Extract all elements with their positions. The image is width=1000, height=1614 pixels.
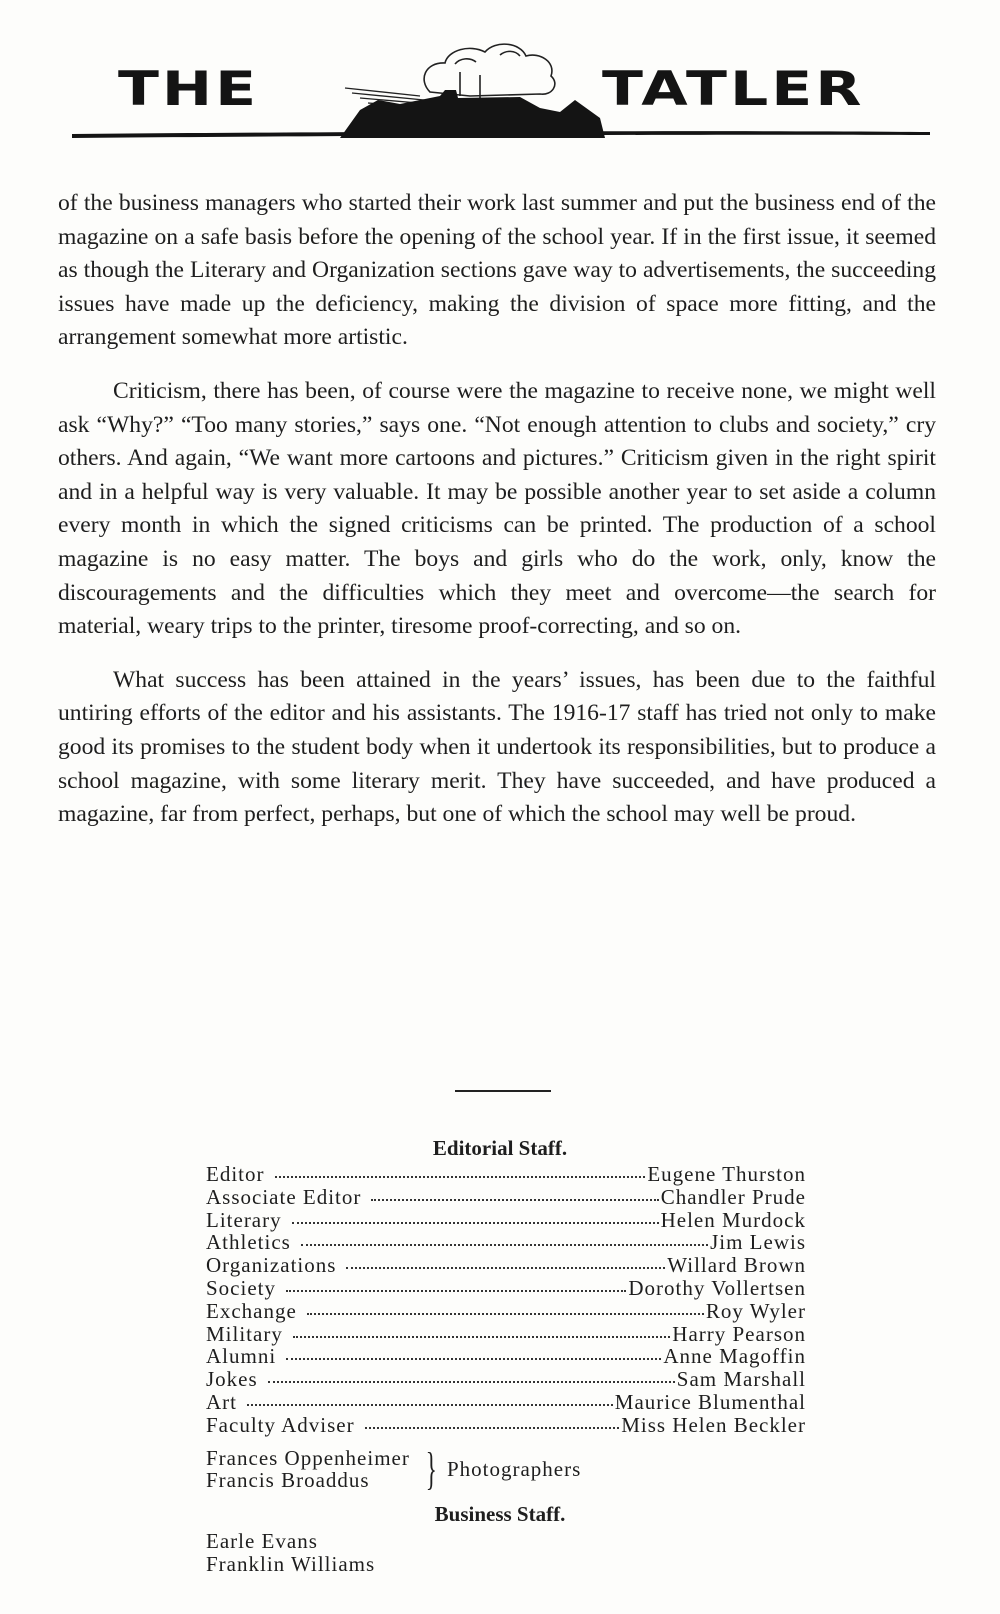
staff-name: Dorothy Vollertsen bbox=[628, 1275, 806, 1300]
dot-leader bbox=[268, 1381, 675, 1383]
staff-name: Roy Wyler bbox=[705, 1298, 806, 1323]
masthead-left-word: THE bbox=[118, 62, 260, 117]
dot-leader bbox=[371, 1199, 658, 1201]
business-staff-title: Business Staff. bbox=[434, 1502, 566, 1526]
staff-name: Harry Pearson bbox=[672, 1321, 806, 1346]
dot-leader bbox=[292, 1222, 659, 1224]
staff-row bbox=[206, 1323, 806, 1346]
staff-name: Sam Marshall bbox=[676, 1367, 806, 1392]
dot-leader bbox=[286, 1358, 661, 1360]
brace-glyph: } bbox=[425, 1443, 438, 1494]
article-body bbox=[58, 187, 936, 852]
staff-name: Miss Helen Beckler bbox=[621, 1412, 806, 1437]
staff-name: Helen Murdock bbox=[660, 1207, 806, 1232]
staff-name: Jim Lewis bbox=[710, 1230, 806, 1255]
staff-row bbox=[206, 1414, 806, 1437]
staff-row bbox=[206, 1209, 806, 1232]
staff-row bbox=[206, 1300, 806, 1323]
staff-row bbox=[206, 1277, 806, 1300]
staff-row bbox=[206, 1231, 806, 1254]
photographers-role: Photographers bbox=[446, 1456, 582, 1481]
staff-role: Society bbox=[206, 1275, 276, 1300]
staff-name: Chandler Prude bbox=[660, 1184, 806, 1209]
staff-row bbox=[206, 1163, 806, 1186]
staff-row bbox=[206, 1368, 806, 1391]
staff-row bbox=[206, 1254, 806, 1277]
staff-role: Organizations bbox=[206, 1253, 337, 1278]
photographer-names bbox=[206, 1447, 410, 1492]
section-divider bbox=[455, 1090, 551, 1092]
staff-role: Associate Editor bbox=[206, 1184, 362, 1209]
staff-role: Art bbox=[206, 1389, 237, 1414]
staff-name: Anne Magoffin bbox=[663, 1344, 806, 1369]
staff-row bbox=[206, 1345, 806, 1368]
article-paragraph-1: of the business managers who started their work last summer and put the business end of the magazine on a safe basis before the opening of the school year. If in the first issue, it seemed as though the Literary and Organization sections gave way to advertisements, the succeeding issues have made up the deficiency, making the division of space more fitting, and the arrangement somewhat more artistic. bbox=[58, 190, 936, 351]
dot-leader bbox=[301, 1244, 708, 1246]
staff-name: Eugene Thurston bbox=[647, 1162, 806, 1186]
staff-role: Military bbox=[206, 1321, 283, 1346]
staff-role: Literary bbox=[206, 1207, 282, 1232]
staff-row bbox=[206, 1186, 806, 1209]
business-staff-member: Franklin Williams bbox=[206, 1551, 376, 1576]
staff-name: Maurice Blumenthal bbox=[614, 1389, 806, 1414]
business-staff-list bbox=[206, 1530, 375, 1575]
staff-role: Alumni bbox=[206, 1344, 277, 1369]
dot-leader bbox=[307, 1313, 704, 1315]
business-staff-member: Earle Evans bbox=[206, 1529, 318, 1553]
staff-role: Athletics bbox=[206, 1230, 291, 1255]
staff-role: Jokes bbox=[206, 1367, 258, 1392]
dot-leader bbox=[346, 1267, 665, 1269]
photographers-block bbox=[206, 1443, 582, 1494]
photographer-name: Francis Broaddus bbox=[206, 1468, 370, 1492]
staff-name: Willard Brown bbox=[667, 1253, 806, 1278]
editorial-staff-list bbox=[206, 1163, 806, 1437]
photographer-name: Frances Oppenheimer bbox=[206, 1445, 410, 1470]
staff-role: Faculty Adviser bbox=[206, 1412, 355, 1437]
dot-leader bbox=[275, 1176, 646, 1178]
masthead-right-word: TATLER bbox=[602, 62, 865, 117]
article-paragraph-2: Criticism, there has been, of course were the magazine to receive none, we might well ask “Why?” “Too many stories,” says one. “Not enough attention to clubs and society,” cry others. And again, “We want more cartoons and pictures.” Criticism given in the right spirit and in a helpful way is very valuable. It may be possible another year to set aside a column every month in which the signed criticisms can be printed. The production of a school magazine is no easy matter. The boys and girls who do the work, only, know the discouragements and the difficulties which they meet and overcome—the search for material, weary trips to the printer, tiresome proof-correcting, and so on. bbox=[58, 377, 936, 640]
staff-role: Exchange bbox=[206, 1298, 297, 1323]
staff-role: Editor bbox=[206, 1162, 265, 1186]
masthead bbox=[0, 0, 1000, 160]
dot-leader bbox=[247, 1404, 613, 1406]
staff-row bbox=[206, 1391, 806, 1414]
editorial-staff-title: Editorial Staff. bbox=[432, 1136, 568, 1160]
dot-leader bbox=[293, 1336, 670, 1338]
dot-leader bbox=[286, 1290, 626, 1292]
dot-leader bbox=[365, 1427, 620, 1429]
article-paragraph-3: What success has been attained in the years’ issues, has been due to the faithful untiring efforts of the editor and his assistants. The 1916-17 staff has tried not only to make good its promises to the student body when it undertook its responsibilities, but to produce a school magazine, with some literary merit. They have succeeded, and have produced a magazine, far from perfect, perhaps, but one of which the school may well be proud. bbox=[58, 666, 936, 828]
